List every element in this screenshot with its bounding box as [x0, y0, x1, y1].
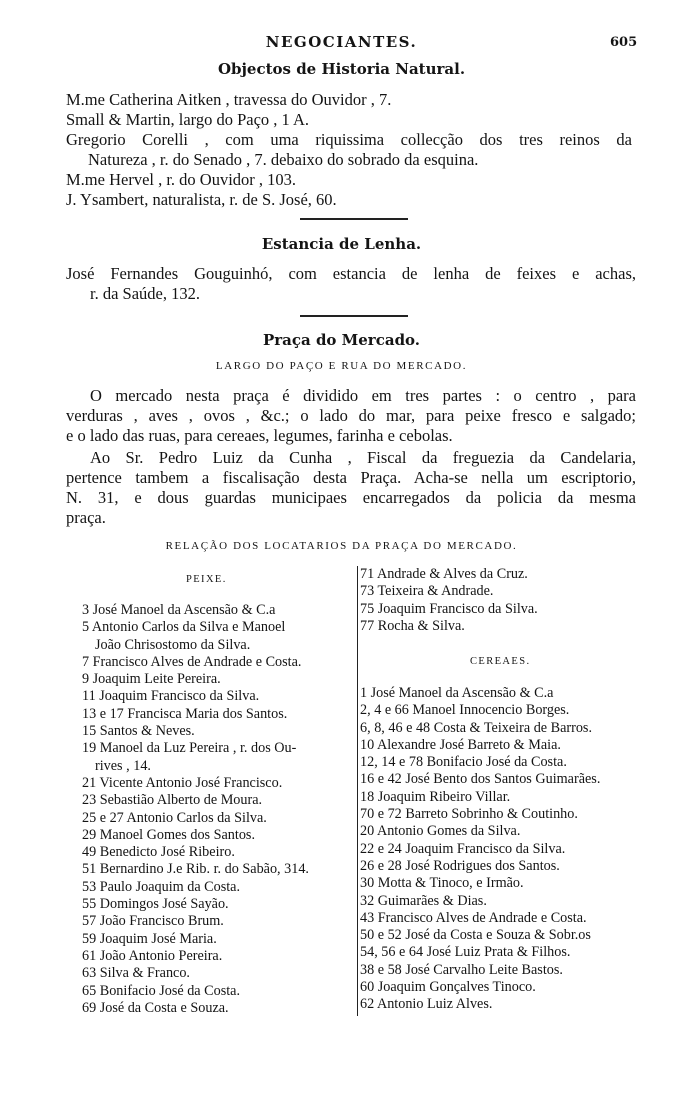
mercado-subtitle: LARGO DO PAÇO E RUA DO MERCADO. [215, 360, 468, 372]
mercado-paragraph-line: verduras , aves , ovos , &c.; o lado do mar, para peixe fresco e salgado; [66, 406, 636, 425]
list-item: 7 Francisco Alves de Andrade e Costa. [82, 653, 302, 670]
section-title-mercado: Praça do Mercado. [262, 331, 421, 349]
historia-line: M.me Hervel , r. do Ouvidor , 103. [66, 170, 297, 189]
list-item: 71 Andrade & Alves da Cruz. [360, 566, 528, 582]
list-item: 70 e 72 Barreto Sobrinho & Coutinho. [360, 806, 578, 823]
historia-line: Natureza , r. do Senado , 7. debaixo do sobrado da esquina. [88, 150, 479, 169]
historia-line: J. Ysambert, naturalista, r. de S. José, 60. [66, 190, 337, 209]
section-title-lenha: Estancia de Lenha. [261, 235, 422, 253]
list-item: João Chrisostomo da Silva. [95, 636, 251, 653]
peixe-list-continued [360, 566, 640, 635]
peixe-list [82, 602, 354, 1017]
cereaes-heading: CEREAES. [470, 656, 531, 667]
list-item: 51 Bernardino J.e Rib. r. do Sabão, 314. [82, 861, 309, 878]
mercado-paragraph-line: praça. [66, 508, 106, 527]
mercado-paragraph-line: pertence tambem a fiscalisação desta Praça. Acha-se nella um escriptorio, [66, 468, 636, 487]
list-item: 61 João Antonio Pereira. [82, 947, 223, 964]
list-item: 69 José da Costa e Souza. [82, 999, 229, 1016]
list-item: 62 Antonio Luiz Alves. [360, 996, 493, 1013]
page-number: 605 [610, 35, 638, 50]
list-item: 1 José Manoel da Ascensão & C.a [360, 685, 554, 701]
mercado-paragraph-line: O mercado nesta praça é dividido em tres partes : o centro , para [90, 386, 636, 405]
mercado-paragraph-line: Ao Sr. Pedro Luiz da Cunha , Fiscal da freguezia da Candelaria, [90, 448, 636, 467]
historia-line: Gregorio Corelli , com uma riquissima collecção dos tres reinos da [66, 130, 632, 149]
list-item: 57 João Francisco Brum. [82, 913, 224, 930]
list-item: 22 e 24 Joaquim Francisco da Silva. [360, 840, 566, 857]
list-item: 19 Manoel da Luz Pereira , r. dos Ou- [82, 740, 297, 757]
list-item: 12, 14 e 78 Bonifacio José da Costa. [360, 754, 567, 771]
list-item: 77 Rocha & Silva. [360, 617, 465, 634]
list-item: 9 Joaquim Leite Pereira. [82, 671, 221, 688]
list-item: 6, 8, 46 e 48 Costa & Teixeira de Barros. [360, 719, 593, 736]
list-item: 21 Vicente Antonio José Francisco. [82, 774, 283, 791]
mercado-paragraph-line: N. 31, e dous guardas municipaes encarregados da policia da mesma [66, 488, 636, 507]
list-item: 75 Joaquim Francisco da Silva. [360, 600, 538, 617]
lenha-line: r. da Saúde, 132. [90, 284, 200, 303]
list-item: 16 e 42 José Bento dos Santos Guimarães. [360, 771, 601, 788]
list-item: 25 e 27 Antonio Carlos da Silva. [82, 809, 267, 826]
historia-line: Small & Martin, largo do Paço , 1 A. [66, 110, 310, 129]
list-item: 73 Teixeira & Andrade. [360, 583, 494, 600]
list-item: 65 Bonifacio José da Costa. [82, 982, 241, 999]
list-item: 38 e 58 José Carvalho Leite Bastos. [360, 961, 563, 978]
list-item: 60 Joaquim Gonçalves Tinoco. [360, 979, 536, 996]
list-item: 55 Domingos José Sayão. [82, 896, 229, 913]
historia-line: M.me Catherina Aitken , travessa do Ouvidor , 7. [66, 90, 392, 109]
list-item: 2, 4 e 66 Manoel Innocencio Borges. [360, 702, 570, 719]
section-divider [300, 218, 408, 220]
list-item: 50 e 52 José da Costa e Souza & Sobr.os [360, 927, 591, 944]
list-item: 23 Sebastião Alberto de Moura. [82, 792, 263, 809]
list-item: 29 Manoel Gomes dos Santos. [82, 826, 256, 843]
lenha-line: José Fernandes Gouguinhó, com estancia de lenha de feixes e achas, [66, 264, 636, 283]
list-item: 43 Francisco Alves de Andrade e Costa. [360, 909, 587, 926]
list-item: 11 Joaquim Francisco da Silva. [82, 688, 260, 705]
list-item: 3 José Manoel da Ascensão & C.a [82, 602, 276, 618]
list-item: rives , 14. [95, 757, 151, 774]
list-item: 26 e 28 José Rodrigues dos Santos. [360, 857, 560, 874]
relacao-heading: RELAÇÃO DOS LOCATARIOS DA PRAÇA DO MERCADO. [165, 540, 518, 552]
column-divider [357, 566, 358, 1016]
list-item: 49 Benedicto José Ribeiro. [82, 844, 235, 861]
list-item: 15 Santos & Neves. [82, 723, 195, 740]
list-item: 63 Silva & Franco. [82, 965, 190, 982]
mercado-paragraph-line: e o lado das ruas, para cereaes, legumes, farinha e cebolas. [66, 426, 453, 445]
section-divider [300, 315, 408, 317]
list-item: 13 e 17 Francisca Maria dos Santos. [82, 705, 288, 722]
list-item: 10 Alexandre José Barreto & Maia. [360, 736, 561, 753]
list-item: 54, 56 e 64 José Luiz Prata & Filhos. [360, 944, 571, 961]
list-item: 32 Guimarães & Dias. [360, 892, 487, 909]
list-item: 59 Joaquim José Maria. [82, 930, 217, 947]
list-item: 18 Joaquim Ribeiro Villar. [360, 788, 511, 805]
page-header-title: NEGOCIANTES. [265, 33, 418, 51]
list-item: 30 Motta & Tinoco, e Irmão. [360, 875, 524, 892]
list-item: 53 Paulo Joaquim da Costa. [82, 878, 241, 895]
section-title-historia-natural: Objectos de Historia Natural. [217, 60, 466, 78]
list-item: 20 Antonio Gomes da Silva. [360, 823, 521, 840]
peixe-heading: PEIXE. [186, 574, 227, 585]
list-item: 5 Antonio Carlos da Silva e Manoel [82, 619, 286, 636]
cereaes-list [360, 685, 650, 1014]
